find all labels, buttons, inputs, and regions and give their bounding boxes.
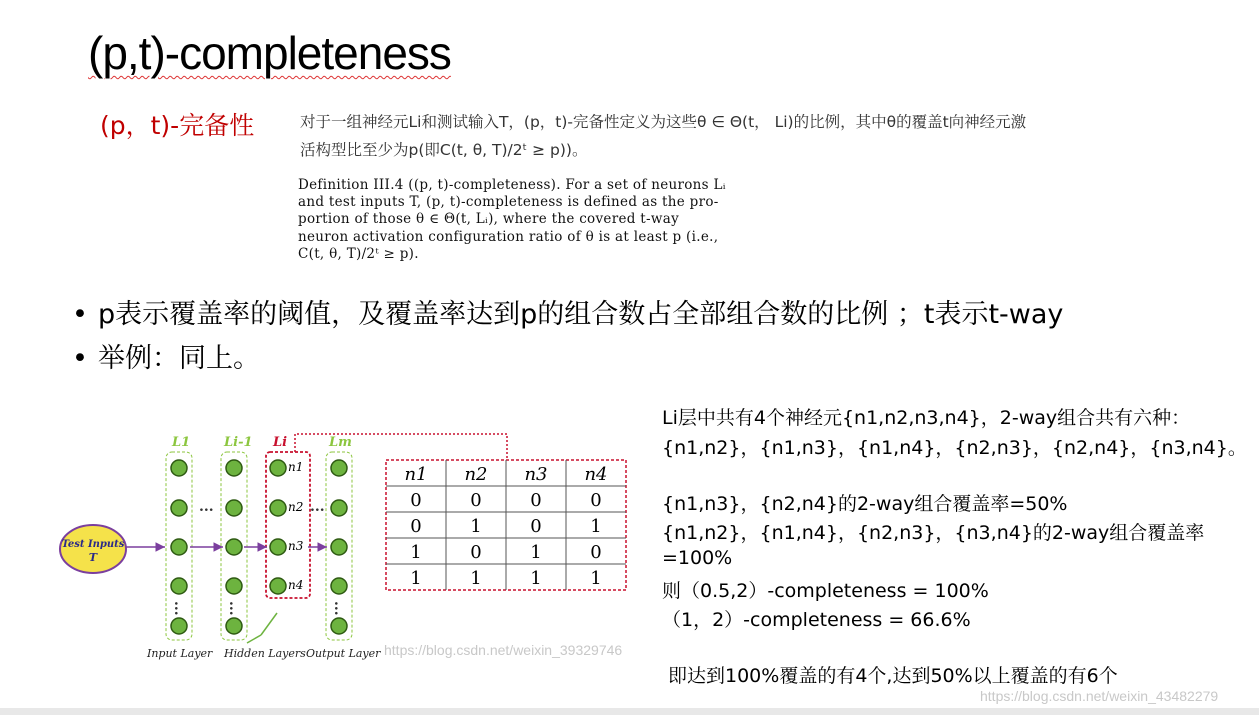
definition-zh-line-1: 对于一组神经元Li和测试输入T，(p，t)-完备性定义为这些θ ∈ Θ(t， Li)的比例，其中θ的覆盖t向神经元激 [300, 113, 1027, 131]
table-cell: 0 [470, 490, 482, 511]
layer-label-lm: Lm [329, 435, 352, 450]
definition-en-line-1: Definition III.4 ((p, t)-completeness). For a set of neurons Lᵢ [298, 177, 726, 193]
definition-zh-line-2: 活构型比至少为p(即C(t, θ, T)/2ᵗ ≥ p))。 [300, 141, 588, 159]
table-cell: 1 [470, 516, 482, 537]
test-inputs-sub: T [88, 551, 98, 564]
bullet-item [72, 292, 1063, 331]
right-text-line: Li层中共有4个神经元{n1,n2,n3,n4}，2-way组合共有六种： [662, 407, 1191, 429]
bullet-item [72, 336, 260, 375]
ellipsis: ... [310, 499, 325, 515]
network-diagram [55, 425, 645, 665]
table-cell: 1 [410, 568, 422, 589]
table-header-cell: n1 [404, 464, 428, 485]
bullet-text: 举例：同上。 [98, 343, 260, 374]
table-header-cell: n2 [464, 464, 488, 485]
bullet-text: p表示覆盖率的阈值，及覆盖率达到p的组合数占全部组合数的比例 ；t表示t-way [98, 299, 1064, 330]
watermark: https://blog.csdn.net/weixin_39329746 [384, 642, 623, 658]
ellipsis: ... [226, 601, 242, 616]
table-cell: 1 [530, 542, 542, 563]
neuron-label-n2: n2 [288, 500, 304, 514]
neuron-node [171, 578, 187, 594]
pointer-line [247, 635, 261, 643]
neuron-node [270, 500, 286, 516]
neuron-label-n4: n4 [288, 578, 304, 592]
table-cell: 0 [530, 516, 542, 537]
neuron-node [270, 578, 286, 594]
neuron-node [331, 539, 347, 555]
table-cell: 0 [470, 542, 482, 563]
subtitle-zh: (p，t)-完备性 [100, 111, 255, 140]
neuron-node [331, 460, 347, 476]
bullet-dot-icon: • [72, 299, 88, 330]
bullet-dot-icon: • [72, 343, 88, 374]
layer-label-li: Li [273, 435, 288, 450]
right-text-line: {n1,n2}，{n1,n4}，{n2,n3}，{n3,n4}的2-way组合覆盖率 [662, 522, 1205, 544]
neuron-node [270, 460, 286, 476]
watermark: https://blog.csdn.net/weixin_43482279 [980, 688, 1219, 704]
activation-table [386, 460, 626, 590]
neuron-node [331, 578, 347, 594]
definition-en-line-2: and test inputs T, (p, t)-completeness is defined as the pro- [298, 194, 719, 210]
slide-title-text: (p,t)-completeness [88, 27, 451, 79]
neuron-node [226, 500, 242, 516]
neuron-label-n1: n1 [288, 460, 304, 474]
neuron-node [226, 578, 242, 594]
input-layer-label: Input Layer [147, 647, 213, 660]
neuron-node [226, 618, 242, 634]
right-text-summary: 即达到100%覆盖的有4个,达到50%以上覆盖的有6个 [668, 665, 1118, 687]
bottom-labels [146, 647, 381, 660]
layer-labels [171, 435, 352, 450]
footer-bar [0, 708, 1259, 715]
definition-en-line-5: C(t, θ, T)/2ᵗ ≥ p). [298, 246, 419, 262]
ellipsis: ... [171, 601, 187, 616]
neuron-node [171, 500, 187, 516]
right-text-line: {n1,n3}，{n2,n4}的2-way组合覆盖率=50% [662, 493, 1068, 515]
ellipsis: ... [199, 499, 214, 515]
table-cell: 0 [410, 490, 422, 511]
table-cell: 0 [530, 490, 542, 511]
table-cell: 0 [590, 490, 602, 511]
layer-label-l1: L1 [172, 435, 191, 450]
right-text-line: =100% [662, 547, 733, 569]
table-cell: 1 [530, 568, 542, 589]
neuron-node [171, 460, 187, 476]
table-cell: 1 [410, 542, 422, 563]
table-cell: 1 [590, 516, 602, 537]
hidden-layers-label: Hidden Layers [224, 647, 306, 660]
table-header-cell: n3 [524, 464, 548, 485]
right-text-line: 则（0.5,2）-completeness = 100% [662, 580, 989, 602]
pointer-line [261, 613, 277, 635]
table-cell: 0 [590, 542, 602, 563]
neuron-node [226, 460, 242, 476]
test-inputs-label: Test Inputs [61, 539, 125, 550]
neuron-node [171, 618, 187, 634]
definition-en-line-3: portion of those θ ∈ Θ(t, Lᵢ), where the covered t-way [298, 211, 679, 227]
output-layer-label: Output Layer [306, 647, 381, 660]
definition-en-line-4: neuron activation configuration ratio of θ is at least p (i.e., [298, 229, 719, 245]
right-text-line: （1，2）-completeness = 66.6% [662, 609, 971, 631]
neuron-node [331, 500, 347, 516]
neuron-label-n3: n3 [288, 539, 304, 553]
right-text-line: {n1,n2}，{n1,n3}，{n1,n4}，{n2,n3}，{n2,n4}，{n3,n4}。 [662, 437, 1247, 459]
table-header-cell: n4 [584, 464, 608, 485]
neuron-node [226, 539, 242, 555]
ellipsis: ... [331, 601, 347, 616]
neuron-node [331, 618, 347, 634]
layer-label-li-1: Li-1 [224, 435, 253, 450]
neuron-labels [288, 460, 304, 592]
table-cell: 1 [590, 568, 602, 589]
connector-line [295, 434, 507, 460]
neuron-node [270, 539, 286, 555]
table-cell: 1 [470, 568, 482, 589]
ellipsis-marks [171, 499, 347, 616]
table-cell: 0 [410, 516, 422, 537]
neuron-node [171, 539, 187, 555]
slide-title [88, 26, 451, 80]
